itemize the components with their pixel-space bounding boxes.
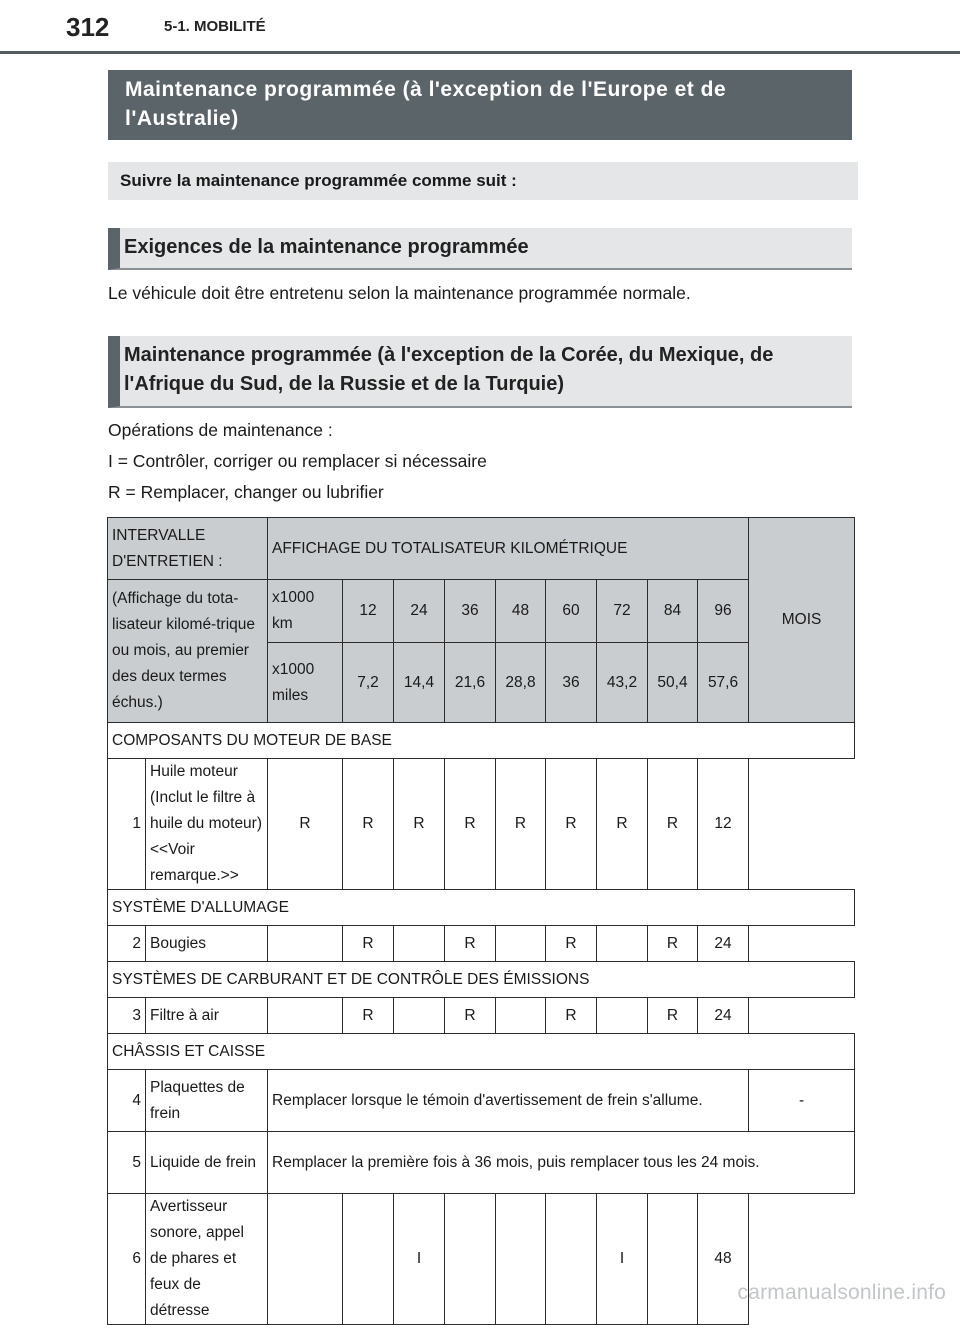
op-cell xyxy=(648,1194,698,1325)
section-heading-schedule: Maintenance programmée (à l'exception de la Corée, du Mexique, de l'Afrique du Sud, de la Russie et de la Turquie) xyxy=(108,336,852,408)
legend-inspect: I = Contrôler, corriger ou remplacer si nécessaire xyxy=(108,451,487,471)
table-section-row xyxy=(108,962,855,998)
op-cell xyxy=(597,926,648,962)
km-value: 72 xyxy=(597,580,648,643)
op-cell xyxy=(496,1194,546,1325)
odometer-header: AFFICHAGE DU TOTALISATEUR KILOMÉTRIQUE xyxy=(268,518,749,580)
miles-value: 36 xyxy=(546,643,597,723)
item-name: Plaquettes de frein xyxy=(146,1070,268,1132)
op-cell xyxy=(268,998,343,1034)
op-cell: R xyxy=(648,759,698,890)
item-number: 6 xyxy=(108,1194,146,1325)
section-ignition: SYSTÈME D'ALLUMAGE xyxy=(108,890,855,926)
table-section-row xyxy=(108,1034,855,1070)
maintenance-table xyxy=(107,517,855,1325)
op-cell: R xyxy=(648,926,698,962)
watermark: carmanualsonline.info xyxy=(737,1281,946,1304)
miles-value: 28,8 xyxy=(496,643,546,723)
interval-label: INTERVALLE D'ENTRETIEN : xyxy=(108,518,268,580)
item-name: Liquide de frein xyxy=(146,1132,268,1194)
miles-value: 14,4 xyxy=(394,643,445,723)
table-row xyxy=(108,759,855,890)
table-row xyxy=(108,1070,855,1132)
item-name: Filtre à air xyxy=(146,998,268,1034)
op-cell: I xyxy=(597,1194,648,1325)
item-note: Remplacer lorsque le témoin d'avertissement de frein s'allume. xyxy=(268,1070,749,1132)
item-number: 1 xyxy=(108,759,146,890)
op-cell: R xyxy=(597,759,648,890)
header-rule xyxy=(0,51,960,54)
miles-value: 50,4 xyxy=(648,643,698,723)
op-cell xyxy=(343,1194,394,1325)
miles-value: 21,6 xyxy=(445,643,496,723)
op-cell: R xyxy=(546,998,597,1034)
km-value: 84 xyxy=(648,580,698,643)
page-number: 312 xyxy=(66,12,110,42)
km-value: 96 xyxy=(698,580,749,643)
op-cell: R xyxy=(546,759,597,890)
op-cell: R xyxy=(268,759,343,890)
op-cell: R xyxy=(445,759,496,890)
table-row xyxy=(108,998,855,1034)
section-fuel: SYSTÈMES DE CARBURANT ET DE CONTRÔLE DES ÉMISSIONS xyxy=(108,962,855,998)
item-number: 5 xyxy=(108,1132,146,1194)
operations-intro: Opérations de maintenance : xyxy=(108,420,333,440)
op-cell xyxy=(394,926,445,962)
op-cell: R xyxy=(343,998,394,1034)
op-cell: R xyxy=(546,926,597,962)
op-cell: R xyxy=(445,998,496,1034)
item-number: 2 xyxy=(108,926,146,962)
months-cell: 24 xyxy=(698,926,749,962)
reading-note: (Affichage du tota-lisateur kilomé-trique ou mois, au premier des deux termes échus.) xyxy=(108,580,268,723)
months-header: MOIS xyxy=(749,518,855,723)
chapter-title: 5-1. MOBILITÉ xyxy=(164,18,266,35)
km-value: 24 xyxy=(394,580,445,643)
miles-value: 43,2 xyxy=(597,643,648,723)
item-name: Bougies xyxy=(146,926,268,962)
op-cell xyxy=(496,926,546,962)
miles-value: 57,6 xyxy=(698,643,749,723)
months-cell: 12 xyxy=(698,759,749,890)
op-cell: R xyxy=(445,926,496,962)
item-number: 3 xyxy=(108,998,146,1034)
km-value: 12 xyxy=(343,580,394,643)
months-cell: 48 xyxy=(698,1194,749,1325)
section-chassis: CHÂSSIS ET CAISSE xyxy=(108,1034,855,1070)
item-number: 4 xyxy=(108,1070,146,1132)
requirements-text: Le véhicule doit être entretenu selon la maintenance programmée normale. xyxy=(108,283,691,303)
banner-title: Maintenance programmée (à l'exception de l'Europe et de l'Australie) xyxy=(108,70,852,140)
km-value: 48 xyxy=(496,580,546,643)
op-cell: R xyxy=(343,759,394,890)
table-row xyxy=(108,580,855,643)
follow-instruction: Suivre la maintenance programmée comme suit : xyxy=(108,162,858,200)
op-cell xyxy=(445,1194,496,1325)
km-unit: x1000 km xyxy=(268,580,343,643)
miles-unit: x1000 miles xyxy=(268,643,343,723)
months-cell: 24 xyxy=(698,998,749,1034)
km-value: 36 xyxy=(445,580,496,643)
table-section-row xyxy=(108,890,855,926)
op-cell: R xyxy=(343,926,394,962)
miles-value: 7,2 xyxy=(343,643,394,723)
table-row xyxy=(108,1132,855,1194)
section-engine: COMPOSANTS DU MOTEUR DE BASE xyxy=(108,723,855,759)
op-cell: R xyxy=(496,759,546,890)
op-cell: R xyxy=(394,759,445,890)
op-cell xyxy=(597,998,648,1034)
op-cell xyxy=(268,926,343,962)
op-cell xyxy=(394,998,445,1034)
item-name: Avertisseur sonore, appel de phares et feux de détresse xyxy=(146,1194,268,1325)
op-cell xyxy=(496,998,546,1034)
legend-replace: R = Remplacer, changer ou lubrifier xyxy=(108,482,384,502)
section-heading-requirements: Exigences de la maintenance programmée xyxy=(108,228,852,270)
table-section-row xyxy=(108,723,855,759)
item-note: Remplacer la première fois à 36 mois, puis remplacer tous les 24 mois. xyxy=(268,1132,855,1194)
op-cell: I xyxy=(394,1194,445,1325)
table-row xyxy=(108,926,855,962)
km-value: 60 xyxy=(546,580,597,643)
op-cell xyxy=(268,1194,343,1325)
months-cell: - xyxy=(749,1070,855,1132)
item-name: Huile moteur (Inclut le filtre à huile du moteur) <<Voir remarque.>> xyxy=(146,759,268,890)
op-cell: R xyxy=(648,998,698,1034)
table-row xyxy=(108,518,855,580)
op-cell xyxy=(546,1194,597,1325)
